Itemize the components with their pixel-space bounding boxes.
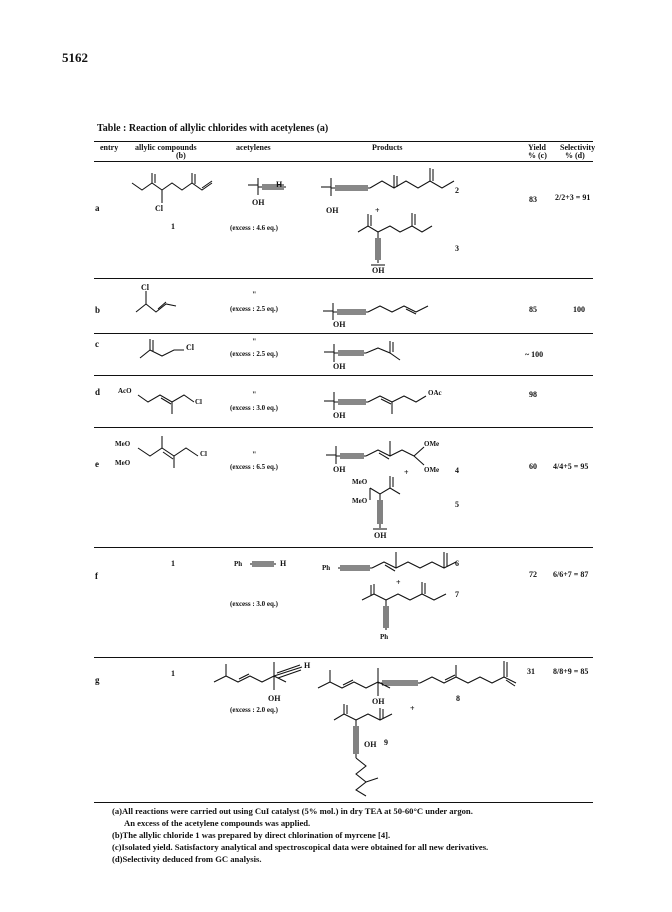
yield-a: 83 [529, 195, 537, 204]
ditto-mark: " [252, 337, 257, 346]
excess-g: (excess : 2.0 eq.) [230, 706, 279, 714]
label-oh: OH [333, 320, 346, 329]
ditto-mark: " [252, 290, 257, 299]
label-oh: OH [252, 198, 265, 207]
header-yield-note: % (c) [528, 151, 547, 160]
header-selectivity-note: % (d) [565, 151, 585, 160]
ditto-mark: " [252, 450, 257, 459]
product-6-label: 6 [455, 559, 459, 568]
compound-1-ref: 1 [171, 669, 175, 678]
label-oh: OH [333, 465, 346, 474]
header-yield: Yield [528, 143, 546, 152]
label-oh: OH [372, 697, 385, 706]
label-oh: OH [372, 266, 385, 275]
structure-g-product-9 [334, 704, 392, 796]
excess-a: (excess : 4.6 eq.) [230, 224, 279, 232]
label-cl: Cl [186, 343, 194, 352]
selectivity-g: 8/8+9 = 85 [553, 667, 589, 676]
header-entry: entry [100, 143, 119, 152]
structure-a-product-2 [321, 168, 454, 196]
plus-sign: + [404, 468, 409, 477]
label-oh: OH [333, 411, 346, 420]
structure-f-product-7 [362, 582, 446, 630]
excess-d: (excess : 3.0 eq.) [230, 404, 279, 412]
yield-b: 85 [529, 305, 537, 314]
entry-a: a [95, 203, 100, 213]
structure-e-product-4 [326, 441, 424, 465]
label-h: H [280, 559, 287, 568]
structure-d-allylic [138, 395, 194, 414]
label-oac: OAc [428, 389, 442, 397]
table-caption: Table : Reaction of allylic chlorides with acetylenes (a) [97, 123, 329, 134]
label-meo: MeO [115, 459, 131, 467]
structure-g-acetylene [214, 662, 302, 690]
footnote-d: (d)Selectivity deduced from GC analysis. [112, 854, 262, 864]
structure-c-product [324, 341, 400, 362]
footnote-c: (c)Isolated yield. Satisfactory analytical and spectroscopical data were obtained for all new derivatives. [112, 842, 489, 852]
plus-sign: + [375, 206, 380, 215]
footnote-b: (b)The allylic chloride 1 was prepared by direct chlorination of myrcene [4]. [112, 830, 391, 840]
label-meo: MeO [115, 440, 131, 448]
label-ome: OMe [424, 466, 440, 474]
page-number: 5162 [62, 50, 88, 65]
header-acetylenes: acetylenes [236, 143, 271, 152]
yield-e: 60 [529, 462, 537, 471]
yield-d: 98 [529, 390, 537, 399]
product-8-label: 8 [456, 694, 460, 703]
selectivity-b: 100 [573, 305, 585, 314]
excess-c: (excess : 2.5 eq.) [230, 350, 279, 358]
product-5-label: 5 [455, 500, 459, 509]
label-oh: OH [326, 206, 339, 215]
header-allylic-note: (b) [176, 151, 186, 160]
structure-f-acetylene [250, 562, 276, 566]
yield-c: ~ 100 [525, 350, 544, 359]
label-ome: OMe [424, 440, 440, 448]
structure-b-product [323, 303, 428, 320]
label-cl: Cl [155, 204, 163, 213]
label-ph: Ph [322, 564, 331, 572]
yield-g: 31 [527, 667, 535, 676]
label-h: H [276, 180, 283, 189]
compound-1-ref: 1 [171, 559, 175, 568]
entry-d: d [95, 387, 101, 397]
structure-e-allylic [138, 436, 198, 468]
label-meo: MeO [352, 497, 368, 505]
entry-f: f [95, 571, 98, 581]
entry-e: e [95, 459, 99, 469]
selectivity-e: 4/4+5 = 95 [553, 462, 589, 471]
label-oh: OH [333, 362, 346, 371]
structure-c-allylic [140, 339, 184, 358]
label-cl: Cl [200, 450, 207, 458]
product-3-label: 3 [455, 244, 459, 253]
label-cl: Cl [141, 283, 149, 292]
entry-g: g [95, 675, 100, 685]
excess-b: (excess : 2.5 eq.) [230, 305, 279, 313]
header-products: Products [372, 143, 403, 152]
product-7-label: 7 [455, 590, 459, 599]
label-h: H [304, 661, 311, 670]
label-oh: OH [374, 531, 387, 540]
yield-f: 72 [529, 570, 537, 579]
excess-e: (excess : 6.5 eq.) [230, 463, 279, 471]
label-cl: Cl [195, 398, 202, 406]
product-4-label: 4 [455, 466, 459, 475]
footnote-a: (a)All reactions were carried out using CuI catalyst (5% mol.) in dry TEA at 50-60°C under argon. [112, 806, 473, 816]
label-ph: Ph [380, 633, 389, 641]
header-allylic: allylic compounds [135, 143, 197, 152]
structure-g-product-8 [318, 661, 516, 696]
compound-1-label: 1 [171, 222, 175, 231]
structure-a-product-3 [358, 213, 432, 265]
label-meo: MeO [352, 478, 368, 486]
structure-a-allylic [132, 173, 212, 203]
excess-f: (excess : 3.0 eq.) [230, 600, 279, 608]
footnote-a-cont: An excess of the acetylene compounds was applied. [124, 818, 311, 828]
selectivity-a: 2/2+3 = 91 [555, 193, 591, 202]
header-selectivity: Selectivity [560, 143, 596, 152]
structure-b-allylic [136, 291, 176, 312]
structure-e-product-5 [370, 476, 400, 529]
product-9-label: 9 [384, 738, 388, 747]
product-2-label: 2 [455, 186, 459, 195]
label-aco: AcO [118, 387, 132, 395]
label-oh: OH [364, 740, 377, 749]
selectivity-f: 6/6+7 = 87 [553, 570, 589, 579]
structure-f-product-6 [338, 552, 456, 571]
entry-b: b [95, 305, 101, 315]
plus-sign: + [410, 704, 415, 713]
plus-sign: + [396, 578, 401, 587]
ditto-mark: " [252, 390, 257, 399]
entry-c: c [95, 339, 99, 349]
label-ph: Ph [234, 560, 243, 568]
label-oh: OH [268, 694, 281, 703]
